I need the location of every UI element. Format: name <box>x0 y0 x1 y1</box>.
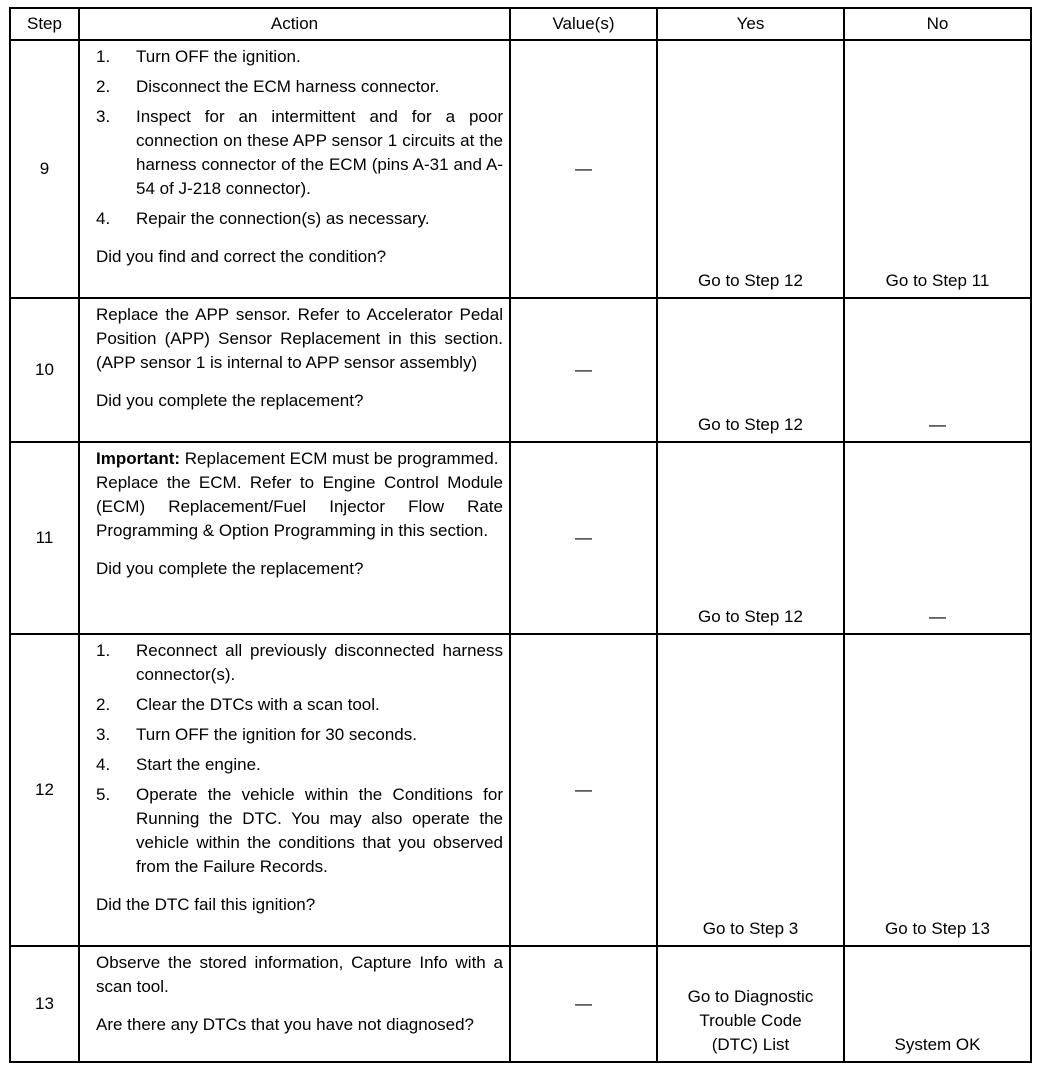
action-text: Observe the stored information, Capture Info with a scan tool. <box>96 953 503 996</box>
item-number: 1. <box>96 47 111 66</box>
step-number: 9 <box>10 40 79 298</box>
list-item <box>96 45 503 69</box>
yes-cell: Go to Step 3 <box>657 634 844 946</box>
header-yes: Yes <box>657 8 844 40</box>
item-text: Disconnect the ECM harness connector. <box>136 77 440 96</box>
table-row <box>10 442 1031 634</box>
action-text: Replace the APP sensor. Refer to Accelerator Pedal Position (APP) Sensor Replacement in this section. (APP sensor 1 is internal to APP sensor assembly) <box>96 305 503 372</box>
action-question: Are there any DTCs that you have not diagnosed? <box>96 1015 475 1034</box>
header-step: Step <box>10 8 79 40</box>
item-number: 3. <box>96 725 111 744</box>
yes-cell: Go to Step 12 <box>657 442 844 634</box>
action-question: Did the DTC fail this ignition? <box>96 895 316 914</box>
yes-cell: Go to Diagnostic Trouble Code (DTC) List <box>657 946 844 1062</box>
table-row <box>10 946 1031 1062</box>
item-text: Reconnect all previously disconnected harness connector(s). <box>136 641 503 684</box>
action-cell <box>79 40 510 298</box>
item-text: Repair the connection(s) as necessary. <box>136 209 430 228</box>
action-question: Did you complete the replacement? <box>96 391 364 410</box>
value-cell: — <box>510 40 657 298</box>
list-item <box>96 105 503 201</box>
item-text: Clear the DTCs with a scan tool. <box>136 695 380 714</box>
action-cell <box>79 946 510 1062</box>
step-number: 11 <box>10 442 79 634</box>
action-question: Did you find and correct the condition? <box>96 247 387 266</box>
no-cell: Go to Step 13 <box>844 634 1031 946</box>
list-item <box>96 723 503 747</box>
action-cell <box>79 634 510 946</box>
step-number: 12 <box>10 634 79 946</box>
table-row <box>10 634 1031 946</box>
no-cell: — <box>844 442 1031 634</box>
item-number: 2. <box>96 77 111 96</box>
list-item <box>96 75 503 99</box>
important-label: Important: <box>96 449 181 468</box>
table-row <box>10 40 1031 298</box>
table-row <box>10 298 1031 442</box>
value-cell: — <box>510 298 657 442</box>
action-question: Did you complete the replacement? <box>96 559 364 578</box>
item-text: Inspect for an intermittent and for a poor connection on these APP sensor 1 circuits at the harness connector of the ECM (pins A-31 and A-54 of J-218 connector). <box>136 107 503 198</box>
item-number: 1. <box>96 641 111 660</box>
item-text: Turn OFF the ignition. <box>136 47 301 66</box>
value-cell: — <box>510 634 657 946</box>
list-item <box>96 639 503 687</box>
value-cell: — <box>510 442 657 634</box>
item-number: 3. <box>96 107 111 126</box>
diagnostic-table <box>9 7 1032 1063</box>
yes-cell: Go to Step 12 <box>657 298 844 442</box>
step-number: 13 <box>10 946 79 1062</box>
no-cell: — <box>844 298 1031 442</box>
item-number: 4. <box>96 209 111 228</box>
list-item <box>96 693 503 717</box>
step-number: 10 <box>10 298 79 442</box>
item-text: Start the engine. <box>136 755 261 774</box>
list-item <box>96 783 503 879</box>
item-number: 4. <box>96 755 111 774</box>
action-cell <box>79 298 510 442</box>
list-item <box>96 207 503 231</box>
no-cell: Go to Step 11 <box>844 40 1031 298</box>
value-cell: — <box>510 946 657 1062</box>
header-values: Value(s) <box>510 8 657 40</box>
no-cell: System OK <box>844 946 1031 1062</box>
item-text: Operate the vehicle within the Conditions for Running the DTC. You may also operate the vehicle within the conditions that you observed from the Failure Records. <box>136 785 503 876</box>
header-no: No <box>844 8 1031 40</box>
header-row <box>10 8 1031 40</box>
action-cell <box>79 442 510 634</box>
item-number: 5. <box>96 785 111 804</box>
item-text: Turn OFF the ignition for 30 seconds. <box>136 725 417 744</box>
header-action: Action <box>79 8 510 40</box>
action-text: Replace the ECM. Refer to Engine Control Module (ECM) Replacement/Fuel Injector Flow Rate Programming & Option Programming in this section. <box>96 473 503 540</box>
important-text: Replacement ECM must be programmed. <box>180 449 499 468</box>
important-note <box>96 447 503 471</box>
yes-cell: Go to Step 12 <box>657 40 844 298</box>
item-number: 2. <box>96 695 111 714</box>
list-item <box>96 753 503 777</box>
